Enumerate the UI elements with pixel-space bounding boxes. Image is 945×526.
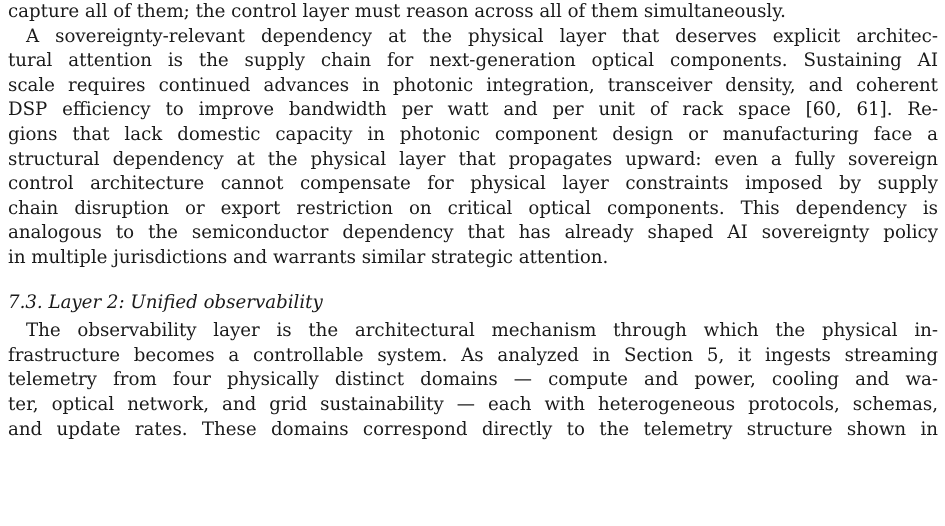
text-line: A sovereignty-relevant dependency at the physical layer that deserves explicit architec- xyxy=(26,25,938,47)
text-line: analogous to the semiconductor dependency that has already shaped AI sovereignty policy xyxy=(8,222,938,244)
section-spacer xyxy=(8,271,938,291)
text-line: ter, optical network, and grid sustainability — each with heterogeneous protocols, schemas, xyxy=(8,393,938,415)
text-line: and update rates. These domains correspond directly to the telemetry structure shown in xyxy=(8,418,938,440)
paragraph-sovereignty xyxy=(8,25,938,271)
text-line: frastructure becomes a controllable system. As analyzed in Section 5, it ingests streaming xyxy=(8,344,938,366)
paragraph-observability xyxy=(8,319,938,442)
text-line: chain disruption or export restriction on critical optical components. This dependency is xyxy=(8,197,938,219)
section-heading: 7.3. Layer 2: Unified observability xyxy=(8,291,323,313)
text-line: structural dependency at the physical layer that propagates upward: even a fully sovereign xyxy=(8,148,938,170)
text-line: The observability layer is the architectural mechanism through which the physical in- xyxy=(26,320,938,342)
text-line: tural attention is the supply chain for next-generation optical components. Sustaining AI xyxy=(8,50,938,72)
text-line: scale requires continued advances in photonic integration, transceiver density, and coherent xyxy=(8,74,938,96)
text-line: DSP efficiency to improve bandwidth per watt and per unit of rack space [60, 61]. Re- xyxy=(8,99,938,121)
text-line: capture all of them; the control layer must reason across all of them simultaneously. xyxy=(8,1,786,22)
paper-page xyxy=(8,0,938,442)
text-line: in multiple jurisdictions and warrants similar strategic attention. xyxy=(8,246,609,268)
text-line: gions that lack domestic capacity in photonic component design or manufacturing face a xyxy=(8,123,938,145)
text-line: control architecture cannot compensate for physical layer constraints imposed by supply xyxy=(8,173,938,195)
paragraph-top-end xyxy=(8,0,938,25)
text-line: telemetry from four physically distinct domains — compute and power, cooling and wa- xyxy=(8,369,938,391)
